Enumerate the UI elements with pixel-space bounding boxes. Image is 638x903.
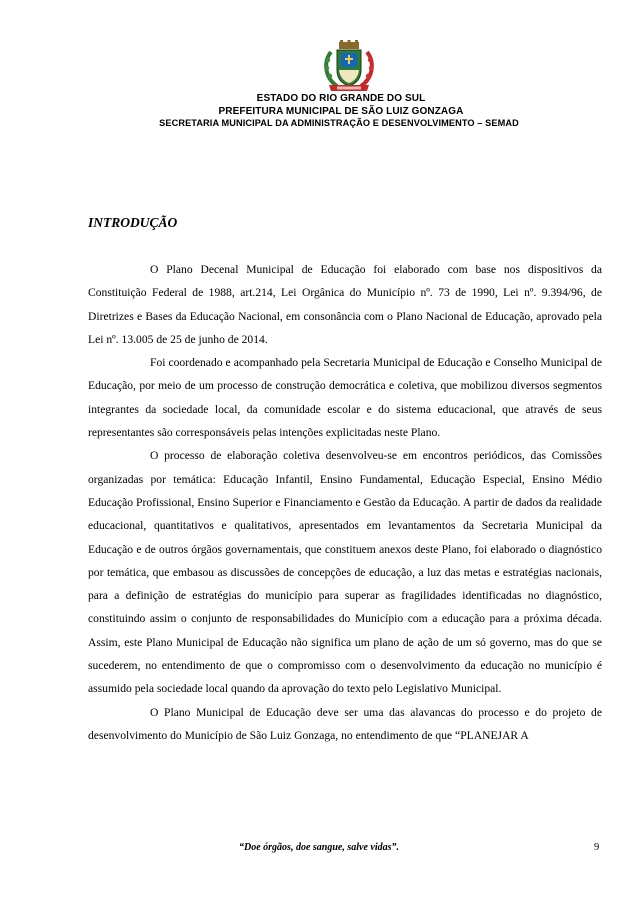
body-text xyxy=(88,258,602,747)
header-prefecture-name: PREFEITURA MUNICIPAL DE SÃO LUIZ GONZAGA xyxy=(218,106,464,117)
paragraph-4: O Plano Municipal de Educação deve ser uma das alavancas do processo e do projeto de desenvolvimento do Município de São Luiz Gonzaga, no entendimento de que “PLANEJAR A xyxy=(88,705,602,742)
municipal-coat-of-arms-icon xyxy=(317,40,381,94)
header-state-name: ESTADO DO RIO GRANDE DO SUL xyxy=(256,93,426,104)
paragraph-1: O Plano Decenal Municipal de Educação foi elaborado com base nos dispositivos da Constituição Federal de 1988, art.214, Lei Orgânica do Município nº. 73 de 1990, Lei nº. 9.394/96, de Diretrizes e Bases da Educação Nacional, em consonância com o Plano Nacional de Educação, aprovado pela Lei nº. 13.005 de 25 de junho de 2014. xyxy=(88,263,602,346)
section-title: INTRODUÇÃO xyxy=(88,215,178,230)
footer-slogan: “Doe órgãos, doe sangue, salve vidas”. xyxy=(239,842,399,853)
paragraph-2: Foi coordenado e acompanhado pela Secretaria Municipal de Educação e Conselho Municipal de Educação, por meio de um processo de construção democrática e coletiva, que mobilizou diversos segmentos integrantes da sociedade local, da comunidade escolar e do sistema educacional, que através de seus representantes são corresponsáveis pelas intenções explicitadas neste Plano. xyxy=(88,356,602,440)
header-secretariat-name: SECRETARIA MUNICIPAL DA ADMINISTRAÇÃO E DESENVOLVIMENTO – SEMAD xyxy=(159,118,519,128)
paragraph-3: O processo de elaboração coletiva desenvolveu-se em encontros periódicos, das Comissões organizadas por temática: Educação Infantil, Ensino Fundamental, Educação Especial, Ensino Médio Educação Profissional, Ensino Superior e Financiamento e Gestão da Educação. A partir de dados da realidade educacional, quantitativos e qualitativos, apresentados em levantamentos da Secretaria Municipal da Educação e de outros órgãos governamentais, que constituem anexos deste Plano, foi elaborado o diagnóstico por temática, que embasou as discussões de concepções de educação, a luz das metas e estratégias nacionais, para a definição de estratégias do município para superar as fragilidades identificadas no diagnóstico, constituindo assim o conjunto de responsabilidades do Município com a educação para a próxima década. Assim, este Plano Municipal de Educação não significa um plano de ação de um só governo, mas do que se sucederem, no entendimento de que o compromisso com o desenvolvimento da educação no município é assumido pela sociedade local quando da aprovação do texto pelo Legislativo Municipal. xyxy=(88,449,602,696)
page-number: 9 xyxy=(594,842,600,853)
